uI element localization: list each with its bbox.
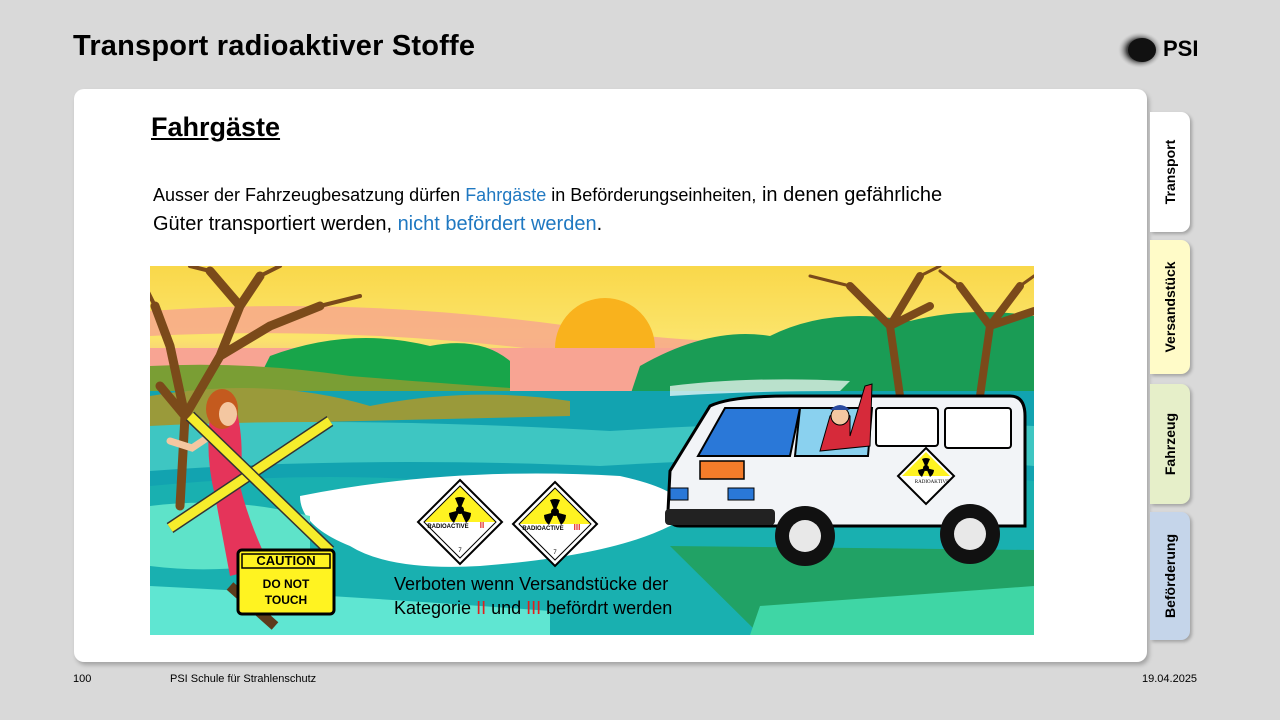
tab-befoerderung[interactable] — [1150, 512, 1190, 640]
caption-and: und — [486, 598, 527, 618]
paragraph-highlight-not-transported: nicht befördert werden — [397, 213, 597, 235]
caption-category-label: Kategorie — [394, 598, 477, 618]
paragraph-text-1: Ausser der Fahrzeugbesatzung dürfen — [153, 185, 466, 205]
radioactive-text: RADIOACTIVE — [522, 526, 564, 532]
paragraph-highlight-passengers: Fahrgäste — [465, 185, 547, 205]
sign-line2-text: TOUCH — [264, 593, 308, 607]
logo-text: PSI — [1163, 36, 1199, 61]
tab-transport[interactable] — [1150, 112, 1190, 232]
class-number-text: 7 — [458, 548, 462, 554]
caution-sign — [238, 550, 334, 614]
sign-line1-text: DO NOT — [262, 577, 310, 591]
footer-organization: PSI Schule für Strahlenschutz — [170, 673, 317, 685]
caption-tail: befördrt werden — [541, 598, 673, 618]
class-number-text: 7 — [553, 550, 557, 556]
van-label-text: RADIOAKTIVE — [914, 480, 950, 485]
category-ii: II — [476, 598, 487, 618]
paragraph-text-4: . — [596, 213, 603, 235]
sign-caution-text: CAUTION — [256, 553, 316, 568]
caption-line-1: Verboten wenn Versandstücke der — [394, 574, 669, 594]
footer-date: 19.04.2025 — [1142, 673, 1198, 685]
page-number: 100 — [73, 673, 92, 685]
tab-befoerderung-label: Beförderung — [1162, 534, 1178, 618]
category-iii: III — [526, 598, 542, 618]
tab-versandstueck-label: Versandstück — [1162, 261, 1178, 353]
slide-paragraph — [153, 181, 973, 239]
svg-text:III: III — [573, 523, 581, 532]
slide-heading: Fahrgäste — [151, 112, 281, 142]
radioactive-text: RADIOACTIVE — [427, 524, 469, 530]
page-title: Transport radioaktiver Stoffe — [73, 30, 476, 62]
paragraph-text-2: in Beförderungseinheiten, — [546, 185, 757, 205]
tab-transport-label: Transport — [1162, 139, 1178, 205]
caption — [394, 572, 672, 620]
caption-line-2 — [394, 596, 672, 620]
paragraph-text-3: in denen gefährliche Güter transportiert werden, — [153, 184, 943, 235]
tab-versandstueck[interactable] — [1150, 240, 1190, 374]
svg-text:II: II — [479, 521, 485, 530]
tab-fahrzeug-label: Fahrzeug — [1162, 412, 1178, 476]
tab-fahrzeug[interactable] — [1150, 384, 1190, 504]
